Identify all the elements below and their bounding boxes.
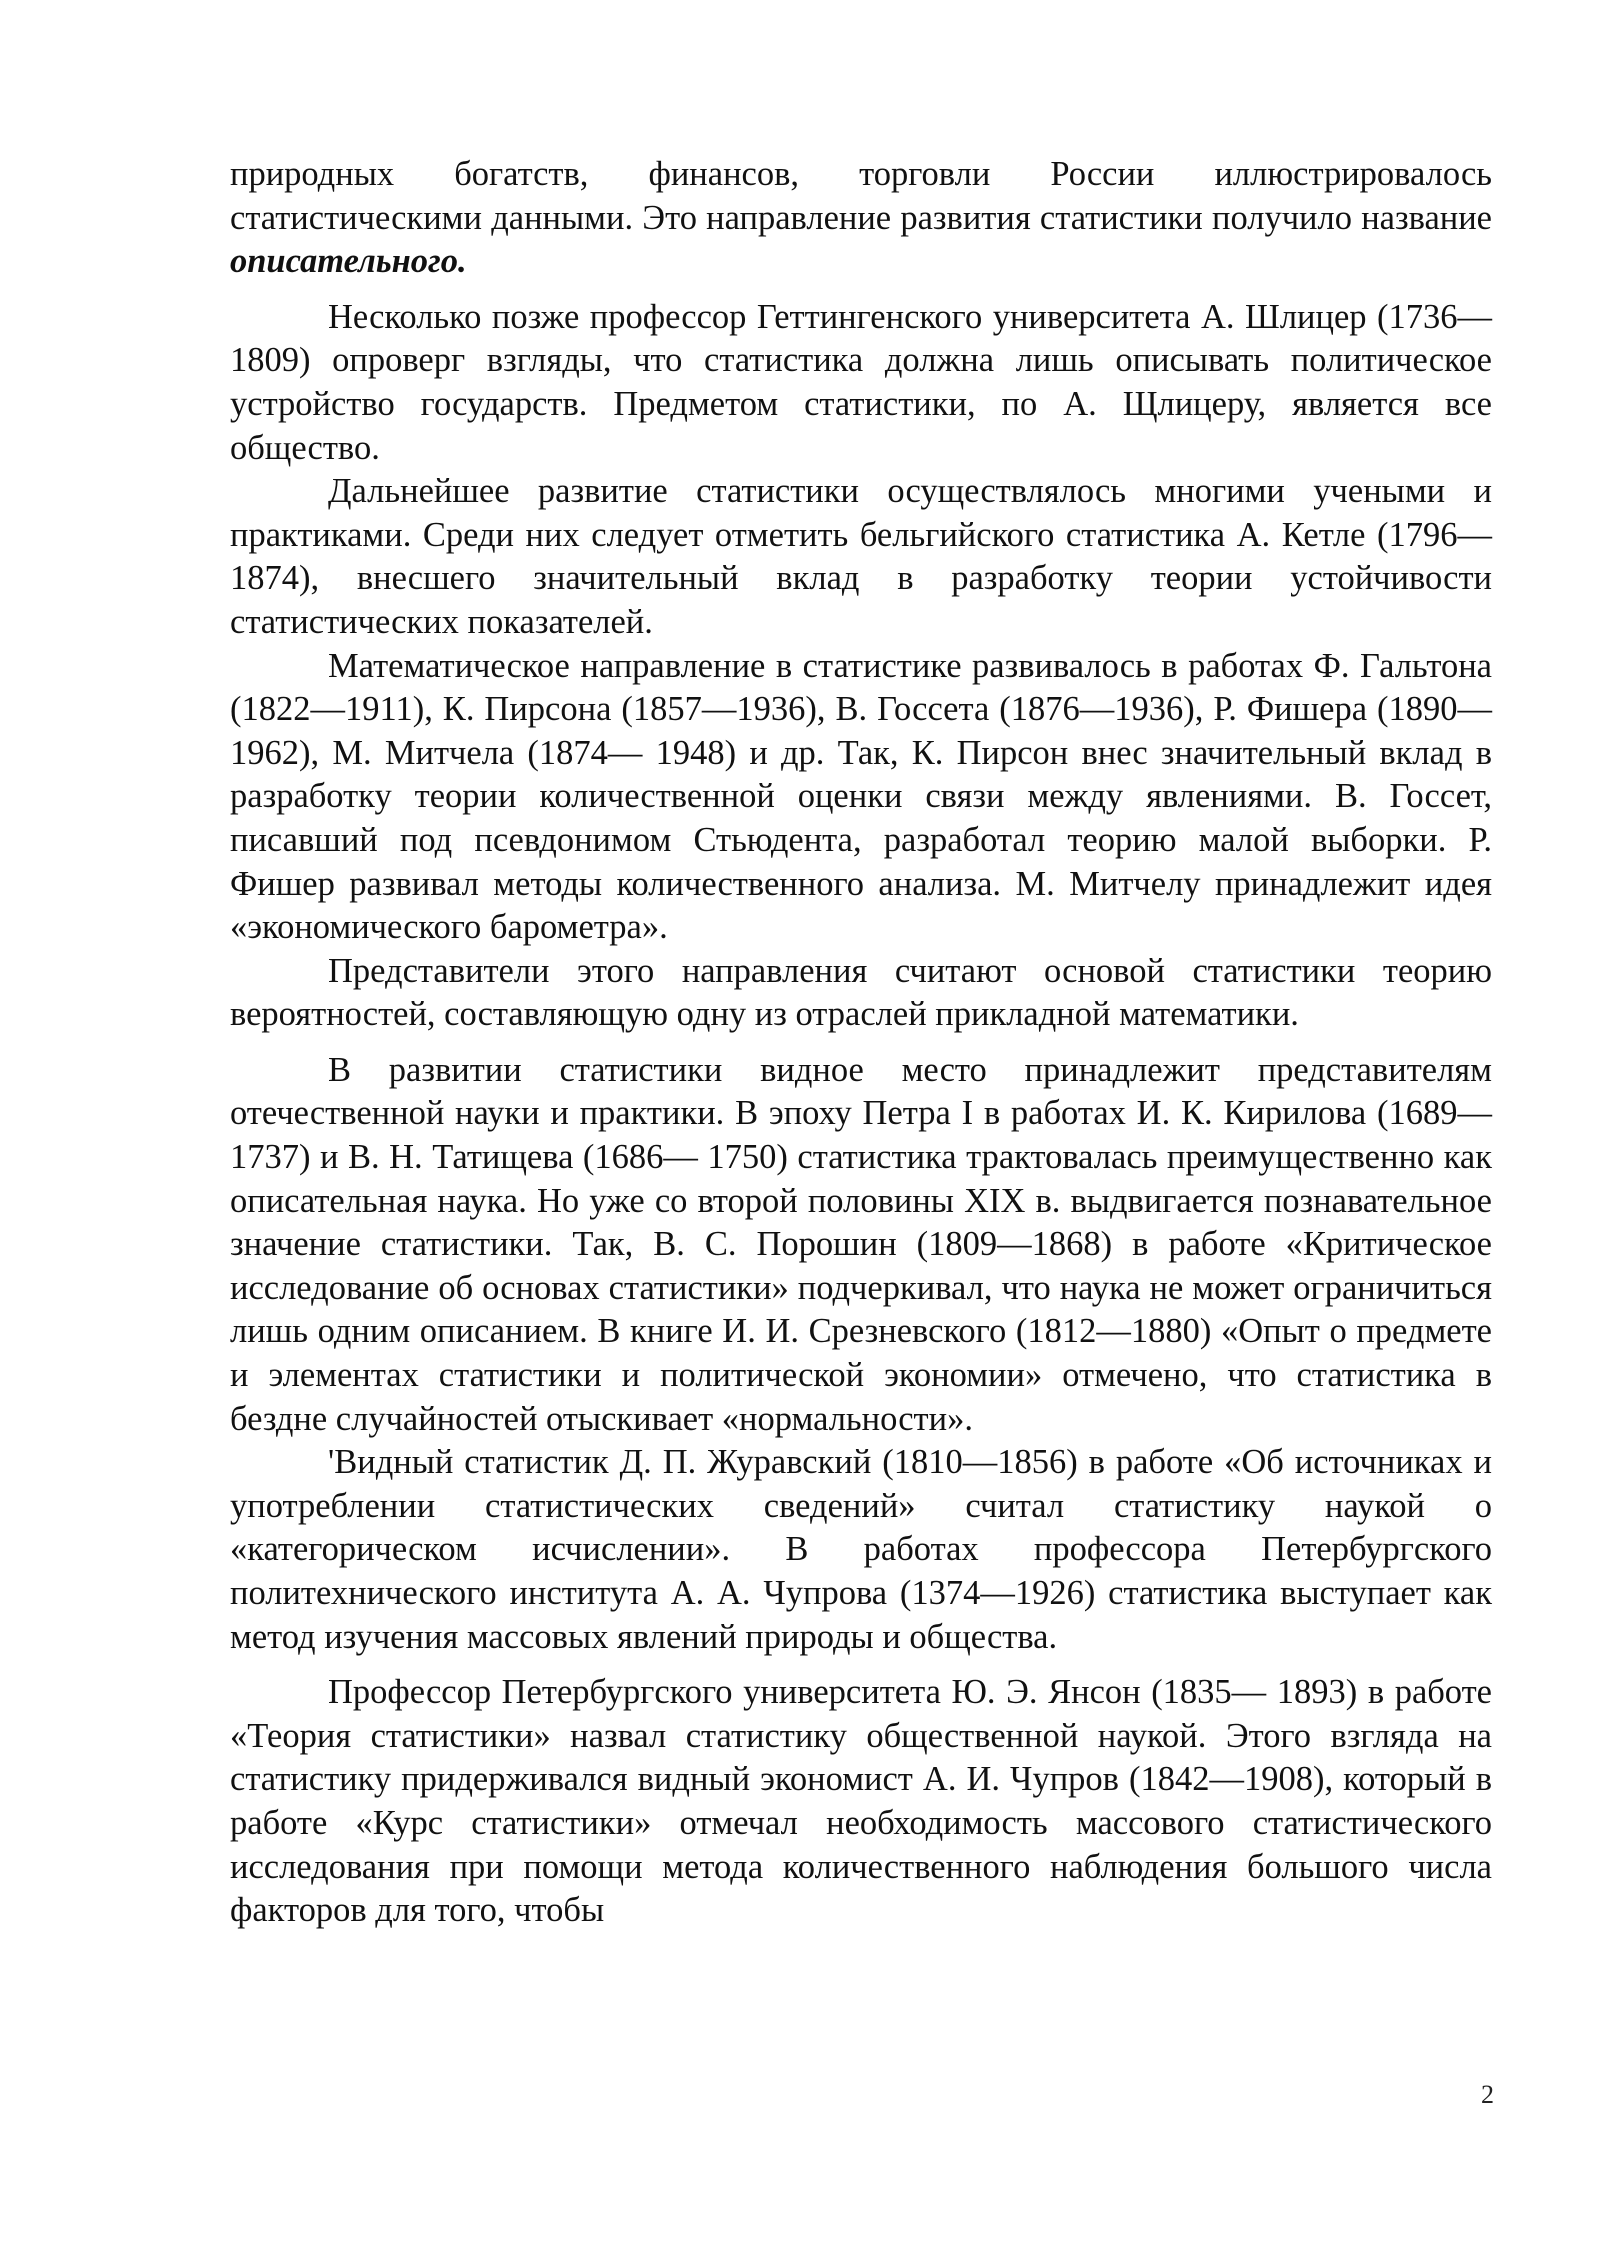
paragraph-descriptive-direction <box>230 153 1492 284</box>
paragraph-quetelet: Дальнейшее развитие статистики осуществлялось многими учеными и практиками. Среди них следует отметить бельгийского статистика А. Кетле (1796—1874), внесшего значительный вклад в разработку теории устойчивости статистических показателей. <box>230 472 1492 641</box>
paragraph-domestic-science: В развитии статистики видное место принадлежит представителям отечественной науки и практики. В эпоху Петра I в работах И. К. Кирилова (1689—1737) и В. Н. Татищева (1686— 1750) статистика трактовалась преимущественно как описательная наука. Но уже со второй половины XIX в. выдвигается познавательное значение статистики. Так, В. С. Порошин (1809—1868) в работе «Критическое исследование об основах статистики» подчеркивал, что наука не может ограничиться лишь одним описанием. В книге И. И. Срезневского (1812—1880) «Опыт о предмете и элементах статистики и политической экономии» отмечено, что статистика в бездне случайностей отыскивает «нормальности». <box>230 1050 1492 1438</box>
page-number: 2 <box>1481 2080 1494 2109</box>
paragraph-probability-theory: Представители этого направления считают основой статистики теорию вероятностей, составляющую одну из отраслей прикладной математики. <box>230 951 1492 1034</box>
paragraph-mathematical-direction: Математическое направление в статистике развивалось в работах Ф. Гальтона (1822—1911), К. Пирсона (1857—1936), В. Госсета (1876—1936), Р. Фишера (1890—1962), М. Митчела (1874— 1948) и др. Так, К. Пирсон внес значительный вклад в разработку теории количественной оценки связи между явлениями. В. Госсет, писавший под псевдонимом Стьюдента, разработал теорию малой выборки. Р. Фишер развивал методы количественного анализа. М. Митчелу принадлежит идея «экономического барометра». <box>230 646 1492 947</box>
paragraph-janson: Профессор Петербургского университета Ю. Э. Янсон (1835— 1893) в работе «Теория статистики» назвал статистику общественной наукой. Этого взгляда на статистику придерживался видный экономист А. И. Чупров (1842—1908), который в работе «Курс статистики» отмечал необходимость массового статистического исследования при помощи метода количественного наблюдения большого числа факторов для того, чтобы <box>230 1673 1492 1930</box>
paragraph-text: природных богатств, финансов, торговли России иллюстрировалось статистическими данными. Это направление развития статистики получило название <box>230 155 1492 237</box>
document-body <box>230 153 1492 1933</box>
emphasized-term: описательного. <box>230 242 467 281</box>
paragraph-zhuravsky: 'Видный статистик Д. П. Журавский (1810—1856) в работе «Об источниках и употреблении статистических сведений» считал статистику наукой о «категорическом исчислении». В работах профессора Петербургского политехнического института А. А. Чупрова (1374—1926) статистика выступает как метод изучения массовых явлений природы и общества. <box>230 1443 1492 1656</box>
paragraph-schlozer: Несколько позже профессор Геттингенского университета А. Шлицер (1736—1809) опроверг взгляды, что статистика должна лишь описывать политическое устройство государств. Предметом статистики, по А. Щлицеру, является все общество. <box>230 297 1492 467</box>
